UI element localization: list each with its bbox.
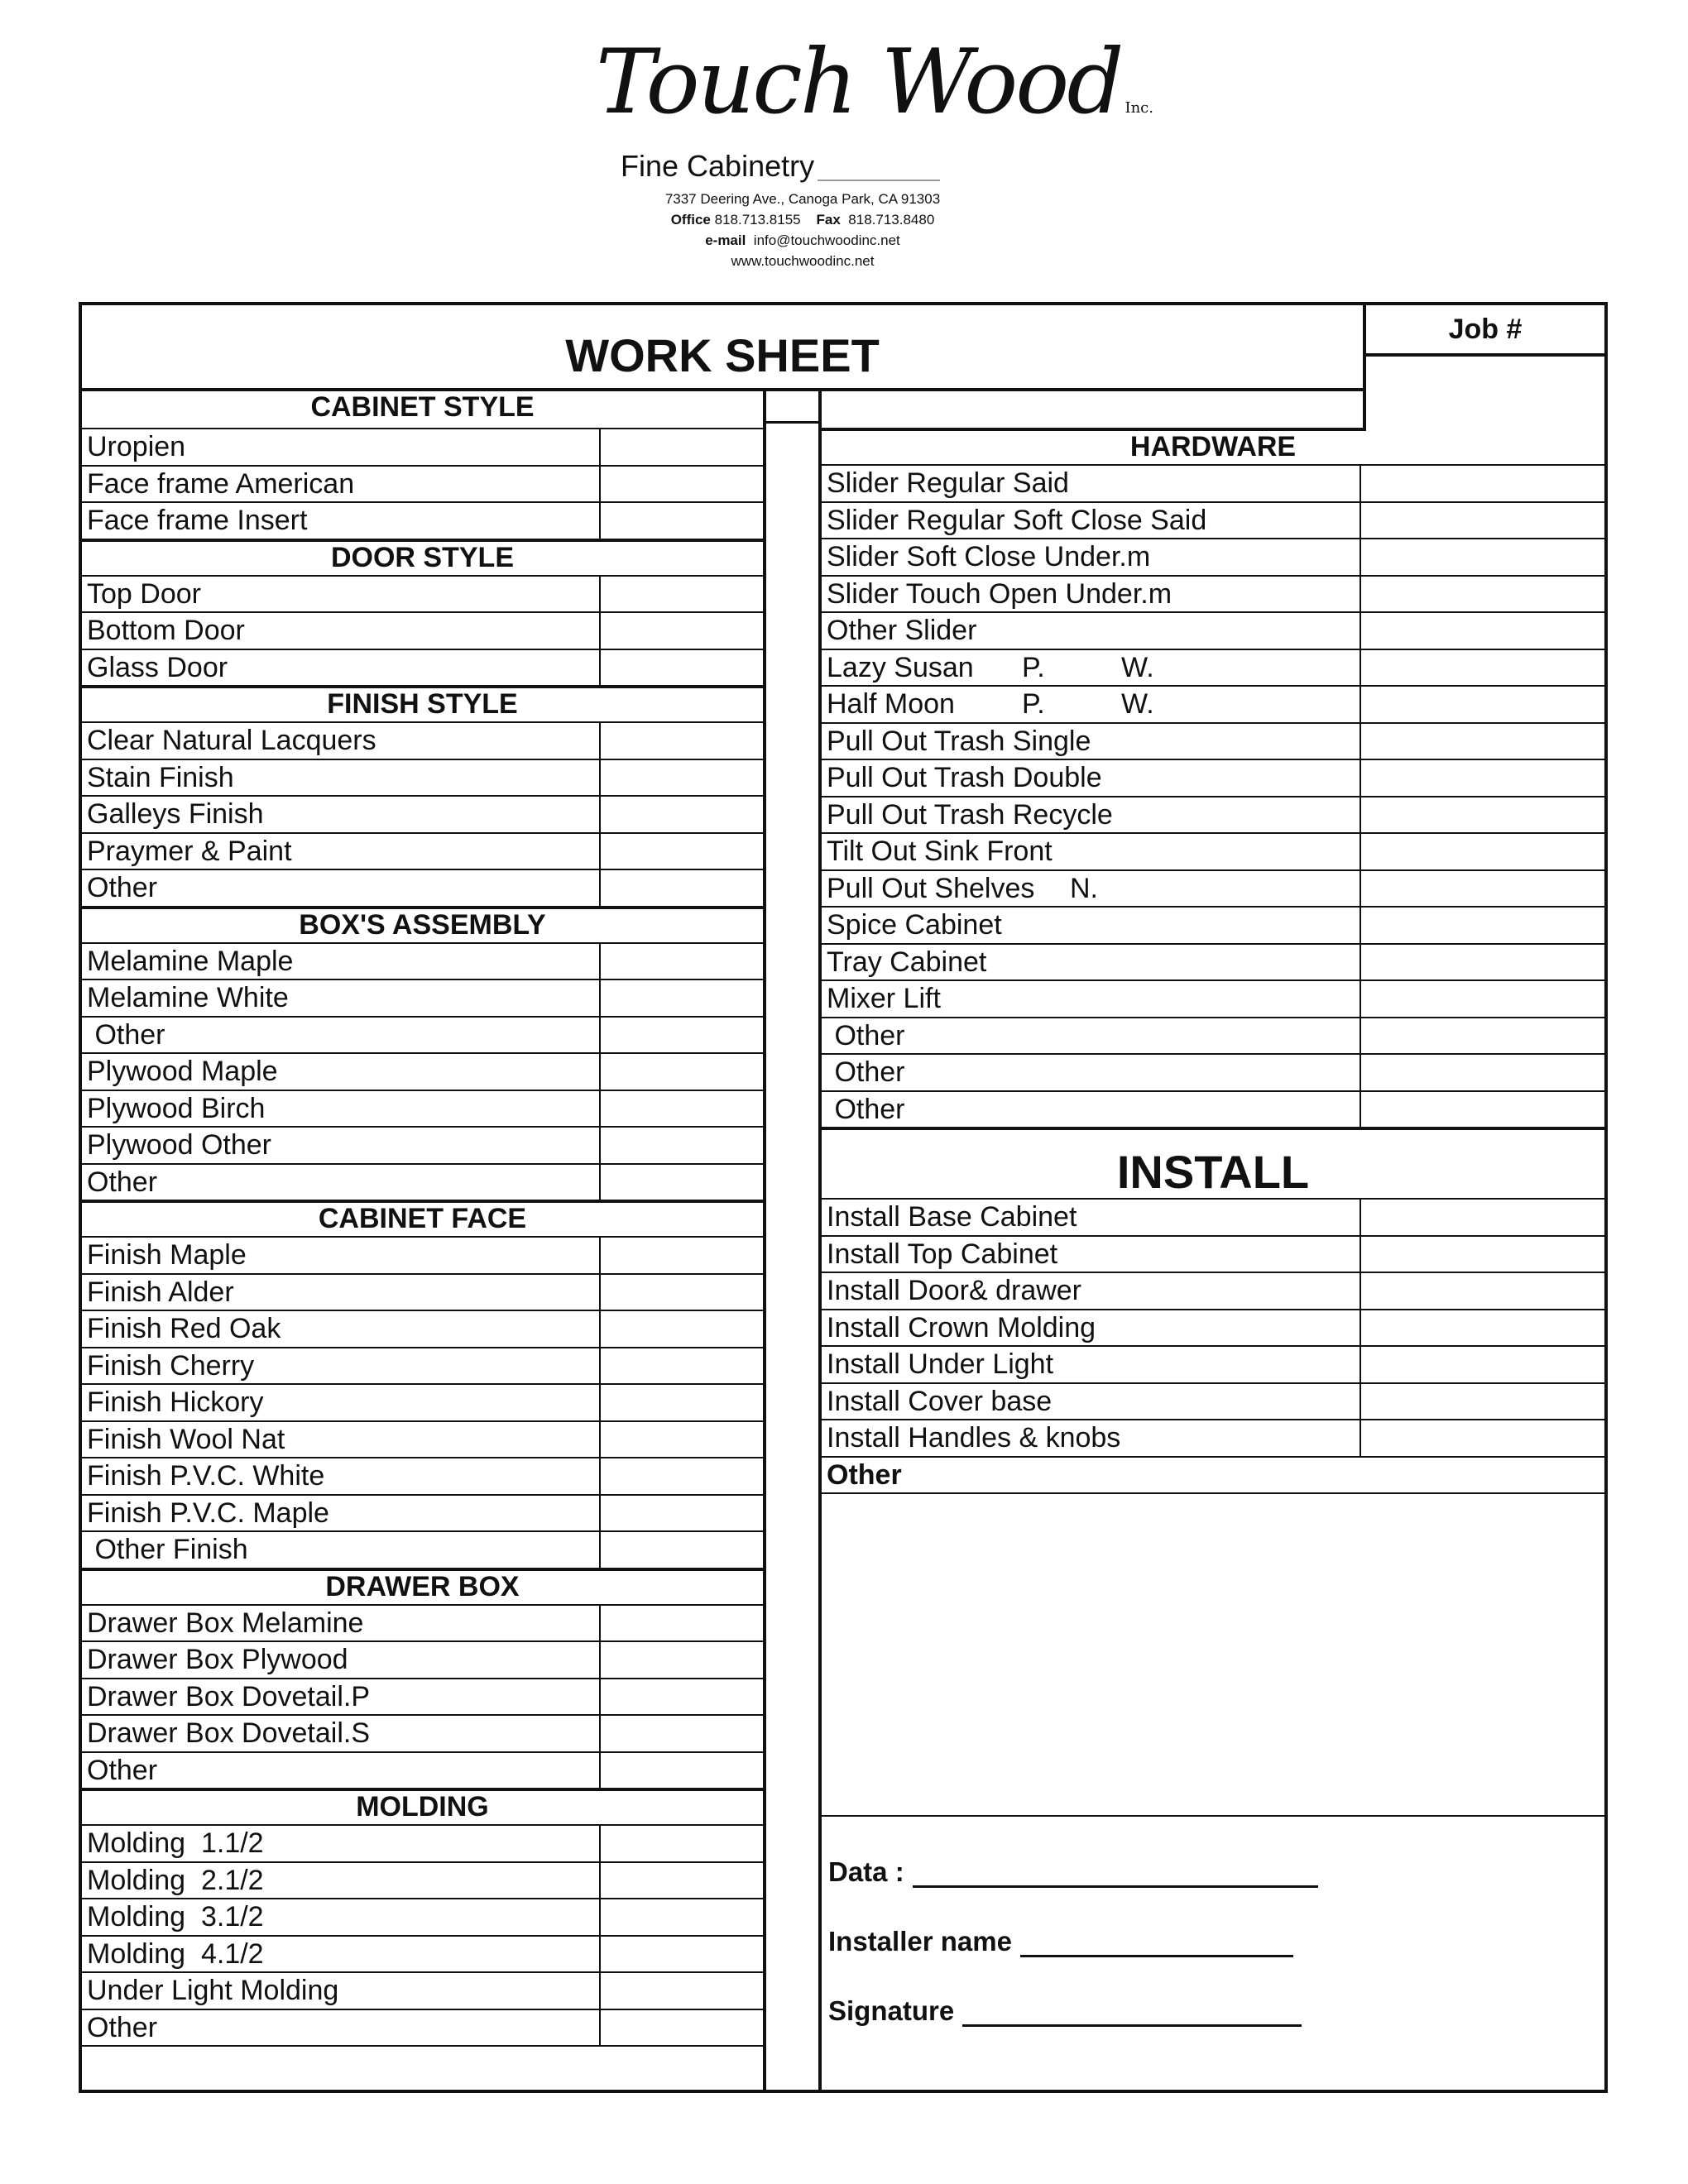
checklist-row	[82, 575, 763, 612]
hardware-row	[822, 943, 1604, 980]
checklist-row	[82, 1126, 763, 1163]
date-label: Data :	[828, 1856, 904, 1887]
install-row	[822, 1382, 1604, 1420]
section-header-box-s-assembly: BOX'S ASSEMBLY	[82, 906, 763, 942]
install-item-label: Install Base Cabinet	[827, 1201, 1077, 1233]
checklist-item-label: Clear Natural Lacquers	[87, 725, 376, 756]
checklist-entry-cell[interactable]	[599, 1714, 763, 1751]
hardware-entry-cell[interactable]	[1360, 501, 1604, 539]
checklist-item-label: Finish P.V.C. Maple	[87, 1497, 329, 1529]
hardware-row	[822, 1090, 1604, 1128]
checklist-entry-cell[interactable]	[599, 1530, 763, 1568]
section-header-door-style: DOOR STYLE	[82, 539, 763, 575]
hardware-item-label: Spice Cabinet	[827, 909, 1002, 941]
section-header-hardware: HARDWARE	[1129, 431, 1297, 462]
checklist-item-label: Finish Hickory	[87, 1387, 264, 1418]
hardware-entry-cell[interactable]	[1360, 979, 1604, 1017]
checklist-entry-cell[interactable]	[599, 1971, 763, 2009]
hardware-entry-cell[interactable]	[1360, 538, 1604, 575]
install-row	[822, 1198, 1604, 1235]
checklist-entry-cell[interactable]	[599, 1090, 763, 1127]
checklist-entry-cell[interactable]	[599, 501, 763, 539]
checklist-entry-cell[interactable]	[599, 1016, 763, 1053]
checklist-item-label: Plywood Maple	[87, 1056, 278, 1087]
left-bottom-rule	[82, 2045, 763, 2047]
company-subtitle: Fine Cabinetry	[621, 149, 815, 183]
hardware-item-label: Mixer Lift	[827, 983, 941, 1014]
checklist-entry-cell[interactable]	[599, 649, 763, 686]
checklist-item-label: Molding 4.1/2	[87, 1937, 264, 1970]
checklist-row	[82, 1310, 763, 1347]
checklist-item-label: Drawer Box Plywood	[87, 1644, 348, 1675]
checklist-entry-cell[interactable]	[599, 428, 763, 465]
checklist-row	[82, 1090, 763, 1127]
hardware-item-label: Slider Soft Close Under.m	[827, 541, 1151, 572]
install-entry-cell[interactable]	[1360, 1272, 1604, 1309]
checklist-entry-cell[interactable]	[599, 1236, 763, 1273]
checklist-item-label: Other	[87, 1754, 158, 1786]
company-suffix: Inc.	[1125, 99, 1153, 117]
install-entry-cell[interactable]	[1360, 1309, 1604, 1346]
checklist-entry-cell[interactable]	[599, 1383, 763, 1420]
checklist-entry-cell[interactable]	[599, 1604, 763, 1641]
checklist-row	[82, 1236, 763, 1273]
checklist-item-label: Finish P.V.C. White	[87, 1460, 325, 1492]
install-row	[822, 1309, 1604, 1346]
date-input[interactable]	[913, 1861, 1318, 1888]
hardware-entry-cell[interactable]	[1360, 869, 1604, 907]
checklist-entry-cell[interactable]	[599, 1273, 763, 1310]
date-line	[828, 1856, 1318, 1888]
checklist-item-label: Glass Door	[87, 651, 228, 683]
checklist-row	[82, 1824, 763, 1861]
hardware-entry-cell[interactable]	[1360, 722, 1604, 759]
install-row	[822, 1345, 1604, 1382]
checklist-row	[82, 869, 763, 906]
checklist-entry-cell[interactable]	[599, 795, 763, 832]
checklist-entry-cell[interactable]	[599, 1310, 763, 1347]
section-header-cabinet-face: CABINET FACE	[82, 1200, 763, 1236]
hardware-item-label: Tilt Out Sink Front	[827, 836, 1053, 867]
checklist-entry-cell[interactable]	[599, 1126, 763, 1163]
hardware-entry-cell[interactable]	[1360, 464, 1604, 501]
checklist-item-label: Melamine White	[87, 982, 289, 1013]
hardware-row	[822, 832, 1604, 869]
right-column	[822, 431, 1604, 2090]
checklist-entry-cell[interactable]	[599, 1347, 763, 1384]
checklist-row	[82, 1714, 763, 1751]
hardware-item-label: Pull Out Trash Double	[827, 762, 1102, 793]
checklist-item-label: Other	[87, 2011, 158, 2043]
spacer-rule	[766, 421, 818, 424]
checklist-item-label: Molding 1.1/2	[87, 1827, 264, 1859]
form-title: WORK SHEET	[565, 329, 880, 381]
hardware-option-mark: N.	[1070, 872, 1098, 904]
install-item-label: Install Crown Molding	[827, 1311, 1096, 1343]
hardware-row	[822, 979, 1604, 1017]
job-number-divider	[1366, 353, 1604, 357]
hardware-row	[822, 575, 1604, 612]
install-entry-cell[interactable]	[1360, 1419, 1604, 1456]
install-row	[822, 1419, 1604, 1456]
checklist-row	[82, 979, 763, 1016]
hardware-option-mark: P.	[1022, 651, 1045, 683]
hardware-item-label: Other	[827, 1093, 905, 1125]
checklist-entry-cell[interactable]	[599, 942, 763, 979]
install-title: INSTALL	[1116, 1146, 1310, 1198]
checklist-row	[82, 465, 763, 502]
install-notes-area[interactable]	[822, 1492, 1604, 1815]
checklist-entry-cell[interactable]	[599, 1861, 763, 1899]
checklist-item-label: Stain Finish	[87, 761, 234, 793]
hardware-item-label: Other	[827, 1056, 905, 1088]
spacer-left-border	[763, 391, 766, 2090]
hardware-item-label: Pull Out Shelves	[827, 872, 1035, 904]
install-entry-cell[interactable]	[1360, 1198, 1604, 1235]
hardware-row	[822, 796, 1604, 833]
checklist-row	[82, 721, 763, 759]
checklist-item-label: Molding 2.1/2	[87, 1864, 264, 1896]
install-entry-cell[interactable]	[1360, 1382, 1604, 1420]
checklist-row	[82, 1861, 763, 1899]
hardware-entry-cell[interactable]	[1360, 943, 1604, 980]
checklist-item-label: Uropien	[87, 431, 186, 462]
job-number-label: Job #	[1448, 314, 1523, 345]
checklist-row	[82, 1420, 763, 1458]
hardware-item-label: Slider Touch Open Under.m	[827, 577, 1172, 610]
checklist-row	[82, 1640, 763, 1678]
company-name: Touch Wood Inc.	[596, 31, 1153, 134]
checklist-item-label: Drawer Box Dovetail.P	[87, 1680, 371, 1712]
checklist-item-label: Praymer & Paint	[87, 835, 292, 867]
checklist-row	[82, 1751, 763, 1789]
hardware-row	[822, 1053, 1604, 1090]
checklist-item-label: Drawer Box Dovetail.S	[87, 1717, 371, 1749]
checklist-item-label: Finish Wool Nat	[87, 1423, 285, 1455]
hardware-row	[822, 722, 1604, 759]
checklist-item-label: Plywood Other	[87, 1129, 271, 1161]
checklist-entry-cell[interactable]	[599, 465, 763, 502]
hardware-option-mark: W.	[1121, 651, 1154, 683]
checklist-row	[82, 1347, 763, 1384]
checklist-row	[82, 501, 763, 539]
checklist-row	[82, 759, 763, 796]
checklist-row	[82, 942, 763, 979]
hardware-item-label: Slider Regular Soft Close Said	[827, 504, 1207, 536]
hardware-item-label: Tray Cabinet	[827, 946, 987, 978]
checklist-entry-cell[interactable]	[599, 1420, 763, 1458]
installer-name-input[interactable]	[1020, 1930, 1293, 1957]
checklist-entry-cell[interactable]	[599, 1163, 763, 1200]
hardware-item-label: Pull Out Trash Recycle	[827, 798, 1113, 831]
hardware-entry-cell[interactable]	[1360, 575, 1604, 612]
checklist-item-label: Other Finish	[87, 1534, 248, 1565]
checklist-entry-cell[interactable]	[599, 611, 763, 649]
hardware-entry-cell[interactable]	[1360, 685, 1604, 722]
hardware-item-label: Half Moon	[827, 688, 955, 720]
checklist-entry-cell[interactable]	[599, 1494, 763, 1531]
checklist-entry-cell[interactable]	[599, 832, 763, 869]
install-item-label: Install Handles & knobs	[827, 1422, 1121, 1454]
hardware-item-label: Other	[827, 1019, 905, 1051]
section-header-molding: MOLDING	[82, 1788, 763, 1824]
hardware-row	[822, 464, 1604, 501]
checklist-item-label: Face frame Insert	[87, 505, 308, 536]
section-header-drawer-box: DRAWER BOX	[82, 1568, 763, 1604]
hardware-entry-cell[interactable]	[1360, 832, 1604, 869]
hardware-option-mark: P.	[1022, 688, 1045, 720]
checklist-item-label: Under Light Molding	[87, 1975, 339, 2006]
checklist-row	[82, 795, 763, 832]
install-entry-cell[interactable]	[1360, 1235, 1604, 1272]
checklist-item-label: Finish Alder	[87, 1276, 234, 1308]
checklist-item-label: Face frame American	[87, 467, 355, 500]
hardware-entry-cell[interactable]	[1360, 906, 1604, 943]
hardware-item-label: Other Slider	[827, 615, 977, 646]
hardware-row	[822, 1017, 1604, 1054]
checklist-item-label: Finish Maple	[87, 1239, 247, 1271]
checklist-item-label: Other	[87, 1018, 165, 1051]
checklist-row	[82, 1273, 763, 1310]
checklist-row	[82, 1016, 763, 1053]
hardware-row	[822, 869, 1604, 907]
checklist-row	[82, 1971, 763, 2009]
checklist-row	[82, 1678, 763, 1715]
checklist-row	[82, 1383, 763, 1420]
hardware-row	[822, 649, 1604, 686]
website: www.touchwoodinc.net	[731, 253, 875, 269]
install-other-row	[822, 1456, 1604, 1493]
hardware-option-mark: W.	[1121, 688, 1154, 720]
company-logo	[596, 31, 1153, 183]
checklist-entry-cell[interactable]	[599, 575, 763, 612]
checklist-item-label: Drawer Box Melamine	[87, 1607, 364, 1639]
left-column	[82, 391, 763, 2090]
job-number-box	[1363, 305, 1604, 431]
checklist-entry-cell[interactable]	[599, 979, 763, 1016]
hardware-entry-cell[interactable]	[1360, 796, 1604, 833]
checklist-item-label: Bottom Door	[87, 615, 245, 646]
hardware-entry-cell[interactable]	[1360, 1017, 1604, 1054]
checklist-row	[82, 1604, 763, 1641]
section-header-cabinet-style: CABINET STYLE	[310, 391, 535, 423]
checklist-entry-cell[interactable]	[599, 1824, 763, 1861]
checklist-entry-cell[interactable]	[599, 759, 763, 796]
phone-line: Office 818.713.8155 Fax 818.713.8480	[670, 212, 935, 228]
hardware-entry-cell[interactable]	[1360, 611, 1604, 649]
signature-line	[828, 1995, 1302, 2027]
checklist-row	[82, 1457, 763, 1494]
checklist-entry-cell[interactable]	[599, 1457, 763, 1494]
hardware-row	[822, 685, 1604, 722]
contact-block	[530, 189, 1076, 271]
checklist-entry-cell[interactable]	[599, 2009, 763, 2046]
email-line: e-mail info@touchwoodinc.net	[705, 232, 900, 248]
checklist-entry-cell[interactable]	[599, 869, 763, 906]
work-sheet-form	[79, 302, 1608, 2093]
checklist-item-label: Molding 3.1/2	[87, 1901, 264, 1933]
hardware-row	[822, 538, 1604, 575]
hardware-item-label: Lazy Susan	[827, 651, 974, 683]
checklist-row	[82, 1052, 763, 1090]
checklist-entry-cell[interactable]	[599, 1052, 763, 1090]
checklist-row	[82, 1898, 763, 1935]
checklist-item-label: Finish Red Oak	[87, 1313, 281, 1344]
checklist-entry-cell[interactable]	[599, 1678, 763, 1715]
checklist-entry-cell[interactable]	[599, 1640, 763, 1678]
hardware-entry-cell[interactable]	[1360, 759, 1604, 796]
checklist-entry-cell[interactable]	[599, 1898, 763, 1935]
checklist-entry-cell[interactable]	[599, 1751, 763, 1789]
address: 7337 Deering Ave., Canoga Park, CA 91303	[664, 191, 941, 207]
checklist-item-label: Other	[87, 1166, 158, 1198]
hardware-item-label: Pull Out Trash Single	[827, 725, 1091, 757]
checklist-item-label: Other	[87, 872, 158, 903]
install-item-label: Install Under Light	[827, 1348, 1054, 1380]
install-entry-cell[interactable]	[1360, 1345, 1604, 1382]
title-row	[82, 305, 1363, 388]
install-row	[822, 1272, 1604, 1309]
hardware-entry-cell[interactable]	[1360, 1053, 1604, 1090]
checklist-row	[82, 2009, 763, 2046]
checklist-row	[82, 1163, 763, 1200]
install-other-label: Other	[827, 1458, 902, 1491]
hardware-entry-cell[interactable]	[1360, 1090, 1604, 1128]
installer-name-line	[828, 1926, 1293, 1957]
checklist-entry-cell[interactable]	[599, 721, 763, 759]
install-item-label: Install Door& drawer	[827, 1275, 1082, 1306]
checklist-item-label: Plywood Birch	[87, 1092, 266, 1124]
checklist-row	[82, 832, 763, 869]
checklist-row	[82, 1935, 763, 1972]
checklist-entry-cell[interactable]	[599, 1935, 763, 1972]
hardware-item-label: Slider Regular Said	[827, 467, 1069, 499]
checklist-item-label: Finish Cherry	[87, 1349, 255, 1382]
signature-label: Signature	[828, 1995, 955, 2026]
hardware-row	[822, 501, 1604, 539]
checklist-row	[82, 611, 763, 649]
hardware-row	[822, 611, 1604, 649]
checklist-row	[82, 1494, 763, 1531]
checklist-item-label: Melamine Maple	[87, 945, 294, 977]
install-item-label: Install Top Cabinet	[827, 1238, 1058, 1270]
installer-name-label: Installer name	[828, 1926, 1012, 1956]
install-item-label: Install Cover base	[827, 1385, 1053, 1417]
hardware-row	[822, 906, 1604, 943]
checklist-item-label: Galleys Finish	[87, 798, 264, 830]
section-header-finish-style: FINISH STYLE	[82, 685, 763, 721]
hardware-entry-cell[interactable]	[1360, 649, 1604, 686]
checklist-row	[82, 649, 763, 686]
checklist-row	[82, 1530, 763, 1568]
signature-input[interactable]	[962, 2000, 1302, 2027]
checklist-item-label: Top Door	[87, 577, 201, 610]
hardware-row	[822, 759, 1604, 796]
checklist-row	[82, 428, 763, 465]
signoff-top-rule	[822, 1815, 1604, 1817]
subtitle-rule	[818, 180, 940, 181]
install-row	[822, 1235, 1604, 1272]
